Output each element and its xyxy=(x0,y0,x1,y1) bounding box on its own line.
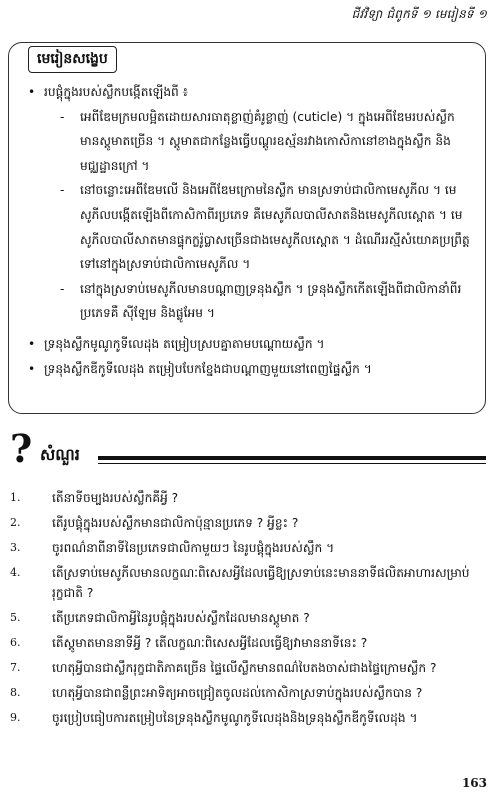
summary-list xyxy=(30,80,470,381)
divider xyxy=(98,456,486,460)
dash-icon: - xyxy=(60,183,65,198)
question-item: 9. ចូរប្រៀបធៀបការតម្រៀបនៃទ្រនុងស្លឹកមូណូកូទីលេដុងនិងទ្រនុងស្លឹកឌីកូទីលេដុង ។ xyxy=(10,711,418,725)
questions-header xyxy=(10,426,490,476)
page-header: ជីវវិទ្យា ជំពូកទី ១ មេរៀនទី ១ xyxy=(351,7,487,21)
summary-intro: • របផ្ដុំក្នុងរបស់ស្លឹកបង្កើតឡើងពី ៖ xyxy=(30,80,470,105)
question-item: 8. ហេតុអ្វីបានជាពន្លឺព្រះអាទិត្យអាចជ្រៀតចូលដល់កោសិកាស្រទាប់ក្នុងរបស់ស្លឹកបាន ? xyxy=(10,686,423,700)
question-item: 4. តើស្រទាប់មេសូភីលមានលក្ខណៈពិសេសអ្វីដែលធ្វើឱ្យស្រទាប់នេះមាននាទីផលិតអាហារសម្រាប់រុក្ខជាតិ ? xyxy=(10,566,470,600)
questions-list xyxy=(10,488,490,733)
summary-subpoint: - នៅចន្លោះអេពីឌែមលើ និងអេពីឌែមក្រោមនៃស្លឹក មានស្រទាប់ជាលិកាមេសូភីល ។ មេសូភីលបង្កើតឡើងពីកោសិកាពីរប្រភេទ គឺមេសូភីលបាលីសាតនិងមេសូភីលស្ពោត ។ មេសូភីលបាលីសាតមានផ្ទុកក្លរ៉ូប្លាសច្រើនជាងមេសូភីលស្ពោត ។ ដំណើររស្មីសំយោគប្រព្រឹត្តទៅនៅក្នុងស្រទាប់ជាលិកាមេសូភីល ។ xyxy=(30,178,470,276)
summary-point: • ទ្រនុងស្លឹកឌីកូទីលេដុង តម្រៀបបែកខ្នែងជាបណ្តាញមួយនៅពេញផ្ទៃស្លឹក ។ xyxy=(30,357,470,382)
divider xyxy=(98,463,486,464)
summary-title: មេរៀនសង្ខេប xyxy=(28,46,117,73)
question-item: 6. តើស្តូមាតមាននាទីអ្វី ? តើលក្ខណៈពិសេសអ្វីដែលធ្វើឱ្យវាមាននាទីនេះ ? xyxy=(10,636,368,650)
dash-icon: - xyxy=(60,281,65,296)
bullet-icon: • xyxy=(28,361,36,376)
question-item: 2. តើរូបផ្តុំក្នុងរបស់ស្លឹកមានជាលិកាប៉ុន្មានប្រភេទ ? អ្វីខ្លះ ? xyxy=(10,516,299,530)
summary-subpoint: - នៅក្នុងស្រទាប់មេសូភីលមានបណ្តាញទ្រនុងស្លឹក ។ ទ្រនុងស្លឹកកើតឡើងពីជាលិកានាំពីរប្រភេទគឺ ស៊ីឡែម និងផ្លូអែម ។ xyxy=(30,277,470,326)
question-mark-icon: ? xyxy=(10,426,33,471)
summary-subpoint: - អេពីឌែមក្រមលម្អិតដោយសារធាតុខ្លាញ់គំរូខ្លាញ់ (cuticle) ។ ក្នុងអេពីឌែមរបស់ស្លឹកមានស្តូមាតច្រើន ។ ស្តូមាតជាកន្លែងធ្វើបណ្តូរឧស្ម័នរវាងកោសិកានៅខាងក្នុងស្លឹក និងមជ្ឈដ្ឋានក្រៅ ។ xyxy=(30,105,470,179)
bullet-icon: • xyxy=(28,336,36,351)
dash-icon: - xyxy=(60,109,65,124)
question-item: 3. ចូរពណ៌នាពីនាទីនៃប្រភេទជាលិកាមួយៗ នៃរូបផ្តុំក្នុងរបស់ស្លឹក ។ xyxy=(10,541,335,555)
page-number: 163 xyxy=(461,776,487,790)
question-item: 1. តើនាទីចម្បងរបស់ស្លឹកគឺអ្វី ? xyxy=(10,491,179,505)
questions-title: សំណួរ xyxy=(40,445,80,464)
summary-point: • ទ្រនុងស្លឹកមូណូកូទីលេដុង តម្រៀបស្របគ្នាតាមបណ្ដោយស្លឹក ។ xyxy=(30,332,470,357)
bullet-icon: • xyxy=(28,85,36,99)
question-item: 5. តើប្រភេទជាលិកាអ្វីនៃរូបផ្តុំក្នុងរបស់ស្លឹកដែលមានស្តូមាត ? xyxy=(10,611,310,625)
question-item: 7. ហេតុអ្វីបានជាស្លឹករុក្ខជាតិភាគច្រើន ផ្ទៃលើស្លឹកមានពណ៌បៃតងចាស់ជាងផ្ទៃក្រោមស្លឹក ? xyxy=(10,661,437,675)
